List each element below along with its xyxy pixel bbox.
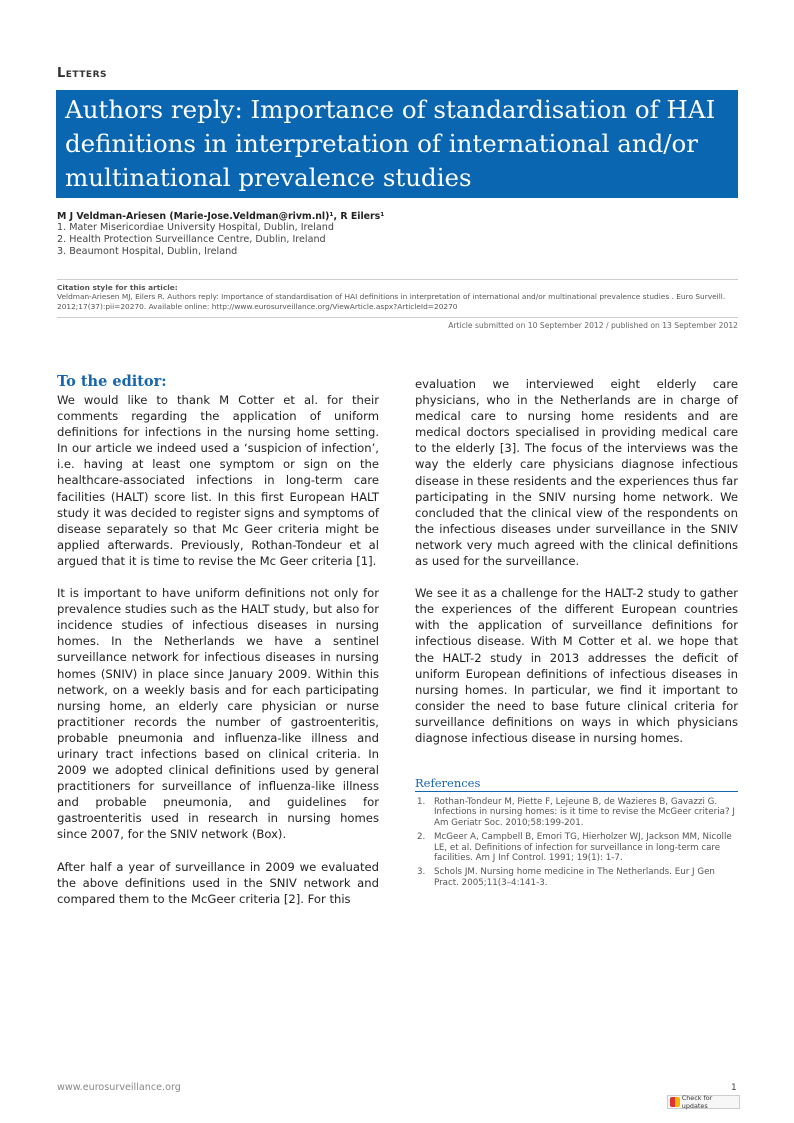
- check-for-updates-button[interactable]: [667, 1095, 740, 1109]
- paragraph: We see it as a challenge for the HALT-2 study to gather the experiences of the different European countries with the application of surveillance definitions for infectious disease. With M Cotter et al. we hope that the HALT-2 study in 2013 addresses the deficit of uniform European definitions of infectious diseases in nursing homes. In particular, we find it important to consider the need to base future clinical criteria for surveillance definitions on ways in which physicians diagnose infectious disease in nursing homes.: [415, 586, 738, 745]
- paragraph: It is important to have uniform definitions not only for prevalence studies such as the HALT study, but also for incidence studies of infectious diseases in nursing homes. In the Netherlands we have a sentinel surveillance network for infectious diseases in nursing homes (SNIV) in place since January 2009. Within this network, on a weekly basis and for each participating nursing home, an elderly care physician or nurse practitioner records the number of gastroenteritis, probable pneumonia and influenza-like illness and urinary tract infections based on clinical criteria. In 2009 we adopted clinical definitions used by general practitioners for surveillance of influenza-like illness and probable pneumonia, and guidelines for gastroenteritis used in research in nursing homes since 2007, for the SNIV network (Box).: [57, 586, 379, 842]
- right-column: [415, 376, 738, 762]
- references-heading: References: [415, 776, 481, 790]
- reference-list: [415, 797, 738, 892]
- check-for-updates-label: Check for updates: [681, 1094, 713, 1110]
- reference-number: 1.: [417, 797, 426, 807]
- body-heading: To the editor:: [57, 373, 167, 390]
- divider: [57, 279, 738, 280]
- author-names: M J Veldman-Ariesen (Marie-Jose.Veldman@rivm.nl)¹, R Eilers¹: [57, 211, 385, 222]
- citation-heading: Citation style for this article:: [57, 283, 178, 292]
- section-label: Letters: [57, 66, 107, 81]
- divider: [415, 791, 738, 792]
- reference-item: [415, 867, 738, 888]
- reference-number: 3.: [417, 867, 426, 878]
- footer-url[interactable]: www.eurosurveillance.org: [57, 1082, 181, 1093]
- divider: [57, 317, 738, 318]
- reference-item: [415, 797, 738, 828]
- submission-dates: Article submitted on 10 September 2012 / published on 13 September 2012: [448, 321, 738, 330]
- reference-number: 2.: [417, 832, 426, 843]
- affiliation-1: 1. Mater Misericordiae University Hospital, Dublin, Ireland: [57, 222, 334, 233]
- article-title: Authors reply: Importance of standardisation of HAI definitions in interpretation of international and/or multinational prevalence studies: [65, 95, 716, 192]
- reference-text: Schols JM. Nursing home medicine in The Netherlands. Eur J Gen Pract. 2005;11(3–4:141-3.: [434, 867, 715, 888]
- citation-text: Veldman-Ariesen MJ, Eilers R. Authors reply: Importance of standardisation of HAI definitions in interpretation of international and/or multinational prevalence studies . Euro Surveill. 2012;17(37):pii=20270. Available online: http://www.eurosurveillance.org/ViewArticle.aspx?ArticleId=20270: [57, 292, 726, 311]
- reference-item: [415, 832, 738, 863]
- citation-block: [57, 283, 738, 311]
- paragraph: We would like to thank M Cotter et al. for their comments regarding the application of uniform definitions for infections in the nursing home setting. In our article we indeed used a ‘suspicion of infection’, i.e. having at least one symptom or sign on the healthcare-associated infections in long-term care facilities (HALT) score list. In this first European HALT study it was decided to register signs and symptoms of disease separately so that Mc Geer criteria might be applied afterwards. Previously, Rothan-Tondeur et al argued that it is time to revise the Mc Geer criteria [1].: [57, 393, 379, 568]
- affiliation-2: 2. Health Protection Surveillance Centre, Dublin, Ireland: [57, 234, 326, 245]
- left-column: [57, 392, 379, 923]
- paragraph: evaluation we interviewed eight elderly care physicians, who in the Netherlands are in charge of medical care to nursing home residents and are medical doctors specialised in providing medical care to the elderly [3]. The focus of the interviews was the way the elderly care physicians diagnose infectious disease in these residents and the experiences thus far participating in the SNIV nursing home network. We concluded that the clinical view of the respondents on the infectious diseases under surveillance in the SNIV network very much agreed with the clinical definitions as used for the surveillance.: [415, 377, 738, 569]
- crossmark-icon: [670, 1097, 680, 1107]
- title-banner: [56, 90, 738, 198]
- affiliations: [57, 222, 334, 258]
- reference-text: McGeer A, Campbell B, Emori TG, Hierholzer WJ, Jackson MM, Nicolle LE, et al. Definitions of infection for surveillance in long-term care facilities. Am J Inf Control. 1991; 19(1): 1-7.: [434, 832, 732, 864]
- reference-text: Rothan-Tondeur M, Piette F, Lejeune B, de Wazieres B, Gavazzi G. Infections in nursing homes: is it time to revise the McGeer criteria? J Am Geriatr Soc. 2010;58:199-201.: [434, 797, 735, 828]
- affiliation-3: 3. Beaumont Hospital, Dublin, Ireland: [57, 246, 238, 257]
- paragraph: After half a year of surveillance in 2009 we evaluated the above definitions used in the SNIV network and compared them to the McGeer criteria [2]. For this: [57, 859, 379, 906]
- page-number: 1: [731, 1083, 737, 1093]
